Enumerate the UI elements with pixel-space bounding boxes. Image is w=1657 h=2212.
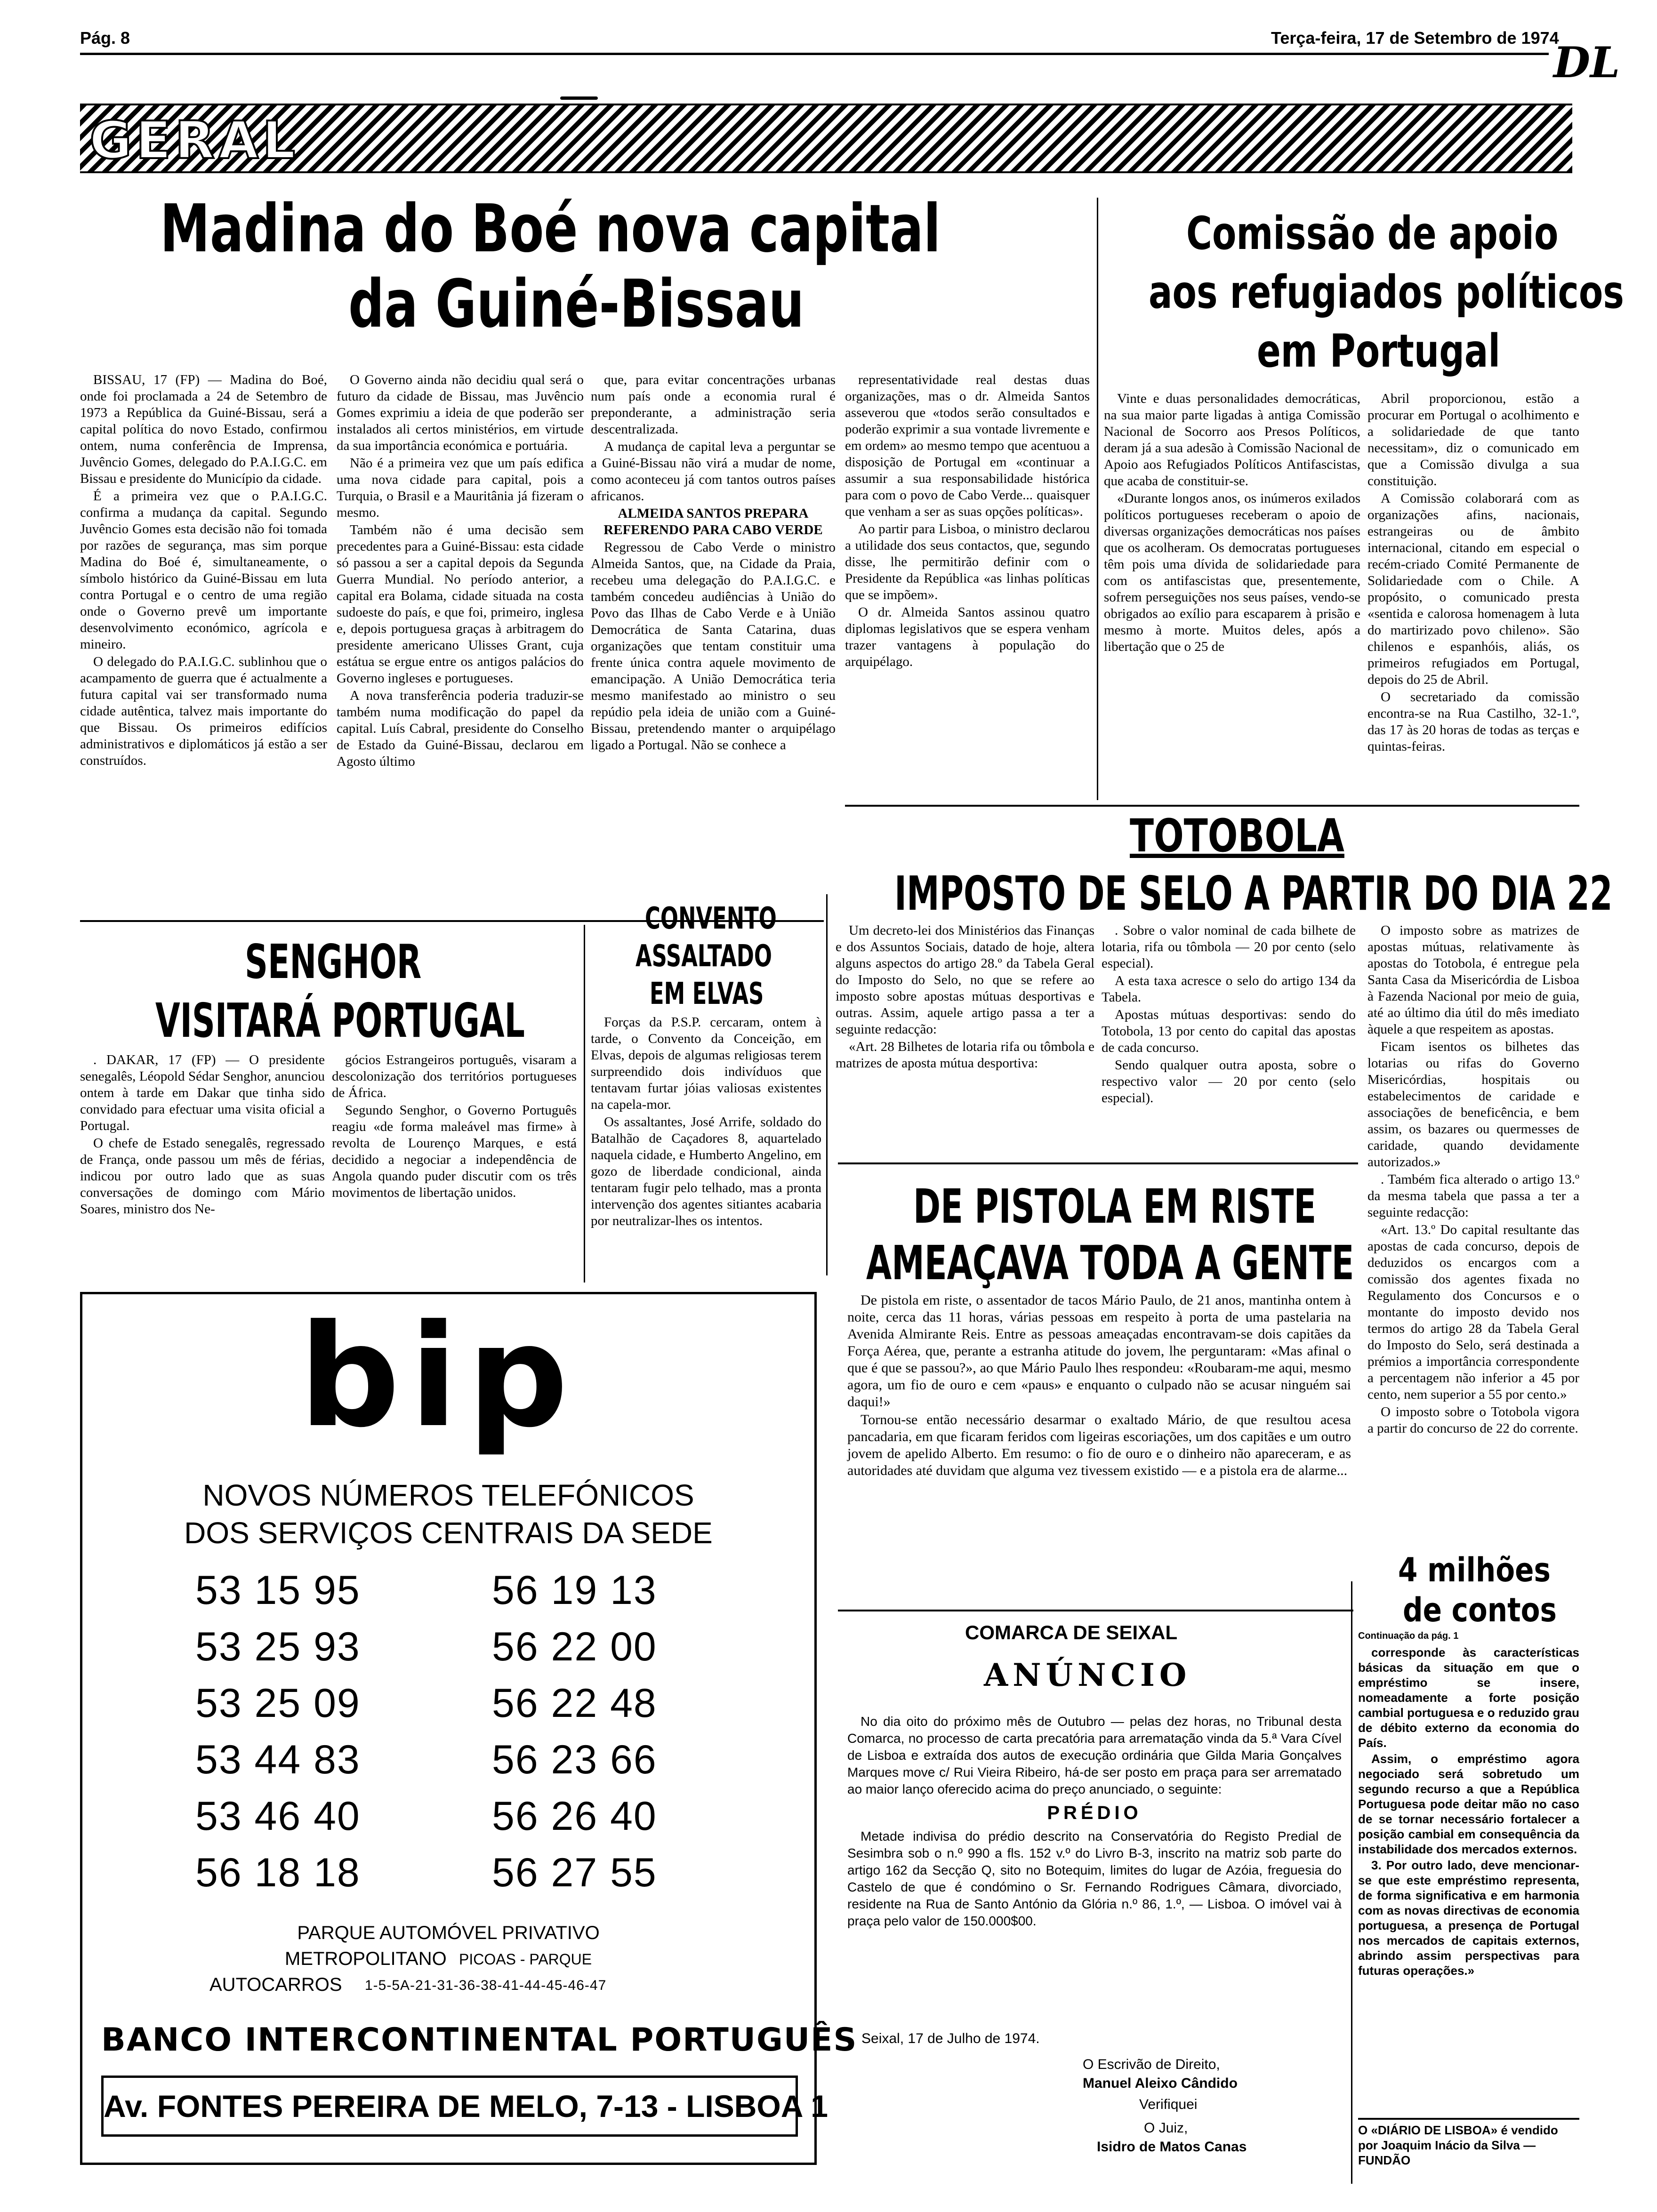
paragraph: que, para evitar concentrações urbanas num país onde a economia rural é preponderante, a administração seria descentralizada. — [591, 372, 836, 437]
paragraph: Forças da P.S.P. cercaram, ontem à tarde, o Convento da Conceição, em Elvas, depois de algumas religiosas terem surpreendido dois indivíduos que tentavam furtar jóias valiosas existentes na capela-mor. — [591, 1015, 821, 1112]
notice-place-date: Seixal, 17 de Julho de 1974. — [861, 2031, 1040, 2046]
bip-logo: bip — [299, 1294, 578, 1459]
paragraph: A Comissão colaborará com as organizações afins, nacionais, estrangeiras ou de âmbito internacional, citando em especial o recém-criado Comité Permanente de Solidariedade com o Chile. A propósito, o comunicado presta «sentida e calorosa homenagem à luta do martirizado povo chileno». São chilenos e espanhóis, aliás, os primeiros refugiados em Portugal, depois do 25 de Abril. — [1367, 491, 1579, 687]
phone-number: 56 27 55 — [492, 1850, 657, 1895]
signature-name: Isidro de Matos Canas — [1097, 2139, 1247, 2155]
madina-column-1 — [80, 372, 327, 770]
paragraph: O imposto sobre as matrizes de apostas mútuas, relativamente às apostas do Totobola, é entregue pela Santa Casa da Misericórdia de Lisboa à Fazenda Nacional por meio de guia, até ao último dia útil do mês imediato àquele a que respeitem as apostas. — [1367, 923, 1579, 1037]
section-label: GERAL — [89, 110, 299, 170]
refugiados-column-2 — [1367, 391, 1579, 756]
madina-headline-line1: Madina do Boé nova capital — [160, 191, 941, 267]
paragraph: O imposto sobre o Totobola vigora a partir do concurso de 22 do corrente. — [1367, 1404, 1579, 1436]
paragraph: Ao partir para Lisboa, o ministro declarou a utilidade dos seus contactos, que, segundo disse, lhe permitirão definir com o Presidente da República «as linhas políticas que se impõem». — [845, 521, 1090, 602]
bip-headline-line2: DOS SERVIÇOS CENTRAIS DA SEDE — [184, 1516, 713, 1550]
bip-advertisement — [80, 1292, 858, 2165]
section-rule — [845, 805, 1579, 807]
signature-role: Verifiquei — [1139, 2097, 1198, 2112]
paragraph: Ficam isentos os bilhetes das lotarias ou rifas do Governo Misericórdias, hospitais ou estabelecimentos de caridade e associações de beneficência, e bem assim, os bazares ou quermesses de caridade, quando devidamente autorizados.» — [1367, 1039, 1579, 1170]
phone-number: 56 22 48 — [492, 1681, 657, 1726]
madina-column-4 — [845, 372, 1090, 671]
newspaper-logo: DL — [1553, 38, 1620, 88]
court-name: COMARCA DE SEIXAL — [965, 1621, 1178, 1643]
section-rule — [838, 1610, 1353, 1611]
paragraph: «Art. 28 Bilhetes de lotaria rifa ou tômbola e matrizes de aposta mútua desportiva: — [836, 1039, 1094, 1071]
madina-headline-line2: da Guiné-Bissau — [348, 266, 804, 343]
metro-label: METROPOLITANO — [285, 1948, 447, 1969]
buses-lines: 1-5-5A-21-31-36-38-41-44-45-46-47 — [365, 1978, 607, 1993]
ornament-mark — [560, 96, 598, 100]
signature-name: Manuel Aleixo Cândido — [1083, 2076, 1238, 2091]
page-number: Pág. 8 — [80, 28, 130, 48]
phone-number: 53 25 93 — [195, 1624, 361, 1669]
column-rule — [826, 894, 828, 1275]
milhoes-headline-line2: de contos — [1403, 1591, 1557, 1629]
paragraph: O secretariado da comissão encontra-se na Rua Castilho, 32-1.º, das 17 às 20 horas de todas as terças e quintas-feiras. — [1367, 689, 1579, 754]
paragraph: É a primeira vez que o P.A.I.G.C. confirma a mudança da capital. Segundo Juvêncio Gomes esta decisão não foi tomada por razões de segurança, mas sim porque Madina do Boé é, simultaneamente, o símbolo histórico da Guiné-Bissau em luta contra Portugal e o centro de uma região onde o Governo prevê um importante desenvolvimento económico, agrícola e mineiro. — [80, 489, 327, 652]
paragraph: Vinte e duas personalidades democráticas, na sua maior parte ligadas à antiga Comissão Nacional de Socorro aos Presos Políticos, deram já a sua adesão à Comissão Nacional de Apoio aos Refugiados Políticos Antifascistas, que acaba de constituir-se. — [1104, 391, 1360, 489]
refugiados-headline-line1: Comissão de apoio — [1186, 207, 1559, 260]
section-rule — [1358, 2118, 1579, 2120]
issue-date: Terça-feira, 17 de Setembro de 1974 — [1271, 28, 1559, 48]
pistola-text — [847, 1292, 1351, 1480]
column-rule — [1097, 198, 1098, 800]
notice-body — [847, 1713, 1342, 1931]
totobola-headline: IMPOSTO DE SELO A PARTIR DO DIA 22 — [894, 866, 1613, 921]
paragraph: 3. Por outro lado, deve mencionar-se que este empréstimo representa, de forma significativa e em harmonia com as novas directivas de economia portuguesa, a presença de Portugal nos mercados de capitais externos, abrindo assim perspectivas para futuras operações.» — [1358, 1858, 1579, 1978]
phone-number: 56 18 18 — [195, 1850, 361, 1895]
phone-number: 56 26 40 — [492, 1794, 657, 1839]
paragraph: representatividade real destas duas organizações, mas o dr. Almeida Santos asseverou que «todos serão consultados e poderão exprimir a sua vontade livremente e em ordem» ao mesmo tempo que acentuou a disposição de Portugal em «continuar a assumir a sua responsabilidade histórica para com o povo de Cabo Verde... quaisquer que venham a ser as suas opções políticas». — [845, 372, 1090, 519]
paragraph: Sendo qualquer outra aposta, sobre o respectivo valor — 20 por cento (selo especial). — [1102, 1058, 1356, 1106]
paragraph: Os assaltantes, José Arrife, soldado do Batalhão de Caçadores 8, aquartelado naquela cidade, e Humberto Angelino, em gozo de liberdade condicional, ainda tentaram fugir pelo telhado, mas a pronta intervenção dos agentes sitiantes acabaria por neutralizar-lhes os intentos. — [591, 1114, 821, 1228]
paragraph: A esta taxa acresce o selo do artigo 134 da Tabela. — [1102, 973, 1356, 1005]
paragraph: Abril proporcionou, estão a procurar em Portugal o acolhimento e a solidariedade de que tanto necessitam», diz o comunicado em que a Comissão divulga a sua constituição. — [1367, 391, 1579, 489]
paragraph: No dia oito do próximo mês de Outubro — pelas dez horas, no Tribunal desta Comarca, no processo de carta precatória para arrematação vinda da 5.ª Vara Cível de Lisboa e extraída dos autos de execução ordinária que Gilda Maria Gonçalves Marques move c/ Rui Vieira Ribeiro, há-de ser posto em praça para ser arrematado ao maior lanço oferecido acima do preço anunciado, o seguinte: — [847, 1714, 1342, 1796]
totobola-column-2 — [1102, 922, 1356, 1107]
paragraph: O Governo ainda não decidiu qual será o futuro da cidade de Bissau, mas Juvêncio Gomes exprimiu a ideia de que poderão ser instalados ali certos ministérios, em virtude da sua importância económica e portuária. — [337, 372, 584, 453]
paragraph: Regressou de Cabo Verde o ministro Almeida Santos, que, na Cidade da Praia, recebeu uma delegação do P.A.I.G.C. e também concedeu audiências à União do Povo das Ilhas de Cabo Verde e à União Democrática de Santa Catarina, duas organizações que tentam constituir uma frente única contra aquele movimento de emancipação. A União Democrática teria mesmo manifestado ao ministro o seu repúdio pela ideia de união com a Guiné-Bissau, pretendendo manter o arquipélago ligado a Portugal. Não se conhece a — [591, 540, 836, 753]
senghor-headline-line1: SENGHOR — [245, 934, 422, 989]
paragraph: Também não é uma decisão sem precedentes para a Guiné-Bissau: esta cidade só passou a ser a capital depois da Segunda Guerra Mundial. No período anterior, a capital era Bolama, cidade situada na costa sudoeste do país, e que foi, primeiro, inglesa e, depois portuguesa graças à arbitragem do presidente americano Ulisses Grant, cuja estátua se ergue entre os antigos palácios do Governo ingleses e portugueses. — [337, 522, 584, 686]
buses-label: AUTOCARROS — [209, 1974, 342, 1995]
senghor-column-1 — [80, 1052, 325, 1218]
madina-column-3 — [591, 372, 836, 754]
paragraph: BISSAU, 17 (FP) — Madina do Boé, onde foi proclamada a 24 de Setembro de 1973 a República da Guiné-Bissau, será a capital política do novo Estado, confirmou ontem, numa conferência de Imprensa, Juvêncio Gomes, delegado do P.A.I.G.C. em Bissau e presidente do Município da cidade. — [80, 372, 327, 486]
paragraph: Não é a primeira vez que um país edifica uma nova cidade para capital, pois a Turquia, o Brasil e a Mauritânia já fizeram o mesmo. — [337, 456, 584, 520]
phone-number: 53 44 83 — [195, 1737, 361, 1782]
header-rule — [80, 53, 1549, 55]
paragraph: Um decreto-lei dos Ministérios das Finanças e dos Assuntos Sociais, datado de hoje, altera alguns aspectos do artigo 28.º da Tabela Geral do Imposto do Selo, no que se refere ao imposto sobre apostas mútuas desportivas e outras. Assim, aquele artigo passa a ter a seguinte redacção: — [836, 923, 1094, 1037]
paragraph: «Durante longos anos, os inúmeros exilados políticos portugueses receberam o apoio de diversas organizações democráticas nos países que os acolheram. Os democratas portugueses têm pois uma dívida de solidariedade para com os antifascistas que, presentemente, sofrem perseguições nos seus países, vendo-se obrigados ao exílio para escaparem à prisão e mesmo à morte. Muitos deles, após a libertação que o 25 de — [1104, 491, 1360, 654]
continuation-note: Continuação da pág. 1 — [1358, 1631, 1459, 1641]
refugiados-column-1 — [1104, 391, 1360, 656]
phone-number: 53 15 95 — [195, 1568, 361, 1613]
paragraph: gócios Estrangeiros português, visaram a descolonização dos territórios portugueses de África. — [332, 1052, 577, 1100]
pistola-headline-line1: DE PISTOLA EM RISTE — [913, 1179, 1317, 1234]
totobola-column-1 — [836, 922, 1094, 1073]
totobola-kicker: TOTOBOLA — [1130, 809, 1344, 862]
paragraph: A nova transferência poderia traduzir-se também numa modificação do papel da capital. Luís Cabral, presidente do Conselho de Estado da Guiné-Bissau, declarou em Agosto último — [337, 688, 584, 769]
column-rule — [584, 925, 585, 1282]
senghor-column-2 — [332, 1052, 577, 1202]
paragraph: «Art. 13.º Do capital resultante das apostas de cada concurso, depois de deduzidos os encargos com a comissão dos agentes fixada no Regulamento dos Concursos e o montante do imposto devido nos termos do artigo 28 da Tabela Geral do Imposto do Selo, será destinada a prémios a importância correspondente a percentagem não inferior a 45 por cento, nem superior a 55 por cento.» — [1367, 1222, 1579, 1402]
paragraph: . DAKAR, 17 (FP) — O presidente senegalês, Léopold Sédar Senghor, anunciou ontem à tarde em Dakar que tinha sido convidado para efectuar uma visita oficial a Portugal. — [80, 1052, 325, 1133]
totobola-column-3 — [1367, 922, 1579, 1438]
paragraph: Assim, o empréstimo agora negociado será sobretudo um segundo recurso a que a República Portuguesa pode deitar mão no caso de se tornar necessário fortalecer a posição cambial em consequência da instabilidade dos mercados externos. — [1358, 1752, 1579, 1856]
notice-subtitle: PRÉDIO — [1047, 1803, 1142, 1823]
section-banner — [80, 104, 1572, 173]
convento-headline-line3: EM ELVAS — [650, 977, 764, 1011]
paragraph: Metade indivisa do prédio descrito na Conservatória do Registo Predial de Sesimbra sob o n.º 990 a fls. 152 v.º do Livro B-3, inscrito na matriz sob parte do artigo 162 da Secção Q, sito no Botequim, limites do lugar de Azóia, freguesia do Castelo de que é condómino o Sr. Fernando Rodrigues Câmara, divorciado, residente na Rua de Santo António da Glória n.º 86, 1.º, — Lisboa. O imóvel vai à praça pelo valor de 150.000$00. — [847, 1829, 1342, 1928]
pistola-headline-line2: AMEAÇAVA TODA A GENTE — [866, 1235, 1354, 1290]
refugiados-headline-line2: aos refugiados políticos — [1149, 266, 1624, 319]
phone-number: 53 25 09 — [195, 1681, 361, 1726]
milhoes-text — [1358, 1645, 1579, 1979]
bank-name: BANCO INTERCONTINENTAL PORTUGUÊS — [101, 2021, 858, 2059]
bip-headline-line1: NOVOS NÚMEROS TELEFÓNICOS — [202, 1478, 694, 1512]
paragraph: . Também fica alterado o artigo 13.º da mesma tabela que passa a ter a seguinte redacção: — [1367, 1172, 1579, 1220]
phone-number: 56 22 00 — [492, 1624, 657, 1669]
phone-number: 53 46 40 — [195, 1794, 361, 1839]
parking-note: PARQUE AUTOMÓVEL PRIVATIVO — [297, 1923, 600, 1943]
convento-headline-line1: CONVENTO — [645, 901, 777, 936]
paragraph: corresponde às características básicas da situação em que o empréstimo se insere, nomeadamente a forte posição cambial portuguesa e o reduzido grau de débito externo da economia do País. — [1358, 1645, 1579, 1750]
senghor-headline-line2: VISITARÁ PORTUGAL — [155, 993, 525, 1048]
paragraph: O dr. Almeida Santos assinou quatro diplomas legislativos que se espera venham trazer vantagens à população do arquipélago. — [845, 605, 1090, 669]
paragraph: O chefe de Estado senegalês, regressado de França, onde passou um mês de férias, indicou por outro lado que as suas conversações de domingo com Mário Soares, ministro dos Ne- — [80, 1136, 325, 1217]
convento-text — [591, 1014, 821, 1230]
notice-title: ANÚNCIO — [984, 1657, 1191, 1693]
metro-stops: PICOAS - PARQUE — [459, 1951, 592, 1968]
bank-address: Av. FONTES PEREIRA DE MELO, 7-13 - LISBOA 1 — [104, 2089, 828, 2124]
paragraph: O delegado do P.A.I.G.C. sublinhou que o acampamento de guerra que é actualmente a futura capital vai ser transformado numa cidade autêntica, talvez mais importante do que Bissau. Os primeiros edifícios administrativos e diplomáticos já estão a ser construídos. — [80, 654, 327, 768]
phone-number: 56 19 13 — [492, 1568, 657, 1613]
column-rule — [1351, 1581, 1352, 2184]
phone-number: 56 23 66 — [492, 1737, 657, 1782]
cabo-verde-subhead: ALMEIDA SANTOS PREPARA REFERENDO PARA CABO VERDE — [603, 506, 823, 537]
paragraph: A mudança de capital leva a perguntar se a Guiné-Bissau não virá a mudar de nome, como aconteceu já com tantos outros países africanos. — [591, 439, 836, 504]
milhoes-headline-line1: 4 milhões — [1398, 1551, 1551, 1589]
paragraph: De pistola em riste, o assentador de tacos Mário Paulo, de 21 anos, mantinha ontem à noite, cerca das 11 horas, várias pessoas em respeito à porta de uma pastelaria na Avenida Almirante Reis. Entre as pessoas ameaçadas encontravam-se dois capitães da Força Aérea, que, perante a estranha atitude do jovem, lhe perguntaram: «Mas afinal o que é que se passou?», ao que Mário Paulo lhes respondeu: «Roubaram-me aqui, mesmo agora, um fio de ouro e cem «paus» e enquanto o culpado não se acusar ninguém sai daqui!» — [847, 1292, 1351, 1410]
refugiados-headline-line3: em Portugal — [1257, 325, 1501, 377]
paragraph: Tornou-se então necessário desarmar o exaltado Mário, de que resultou acesa pancadaria, em que ficaram feridos com ligeiras escoriações, um dos capitães e um outro jovem de apelido Alberto. Em resumo: o fio de ouro e o dinheiro não apareceram, e as autoridades até duvidam que alguma vez tivessem existido — e a pistola era de alarme... — [847, 1412, 1351, 1478]
signature-role: O Escrivão de Direito, — [1083, 2057, 1220, 2072]
sales-note: O «DIÁRIO DE LISBOA» é vendido por Joaquim Inácio da Silva — FUNDÃO — [1358, 2123, 1558, 2167]
paragraph: Segundo Senghor, o Governo Português reagiu «de forma maleável mas firme» à revolta de Lourenço Marques, e está decidido a negociar a independência de Angola quando puder discutir com os três movimentos de libertação unidos. — [332, 1103, 577, 1200]
convento-headline-line2: ASSALTADO — [635, 939, 772, 974]
paragraph: . Sobre o valor nominal de cada bilhete de lotaria, rifa ou tômbola — 20 por cento (selo especial). — [1102, 923, 1356, 971]
madina-column-2 — [337, 372, 584, 771]
bank-address-box — [101, 2076, 828, 2137]
section-rule — [838, 1162, 1358, 1164]
paragraph: Apostas mútuas desportivas: sendo do Totobola, 13 por cento do capital das apostas de cada concurso. — [1102, 1007, 1356, 1055]
signature-role: O Juiz, — [1144, 2120, 1188, 2136]
